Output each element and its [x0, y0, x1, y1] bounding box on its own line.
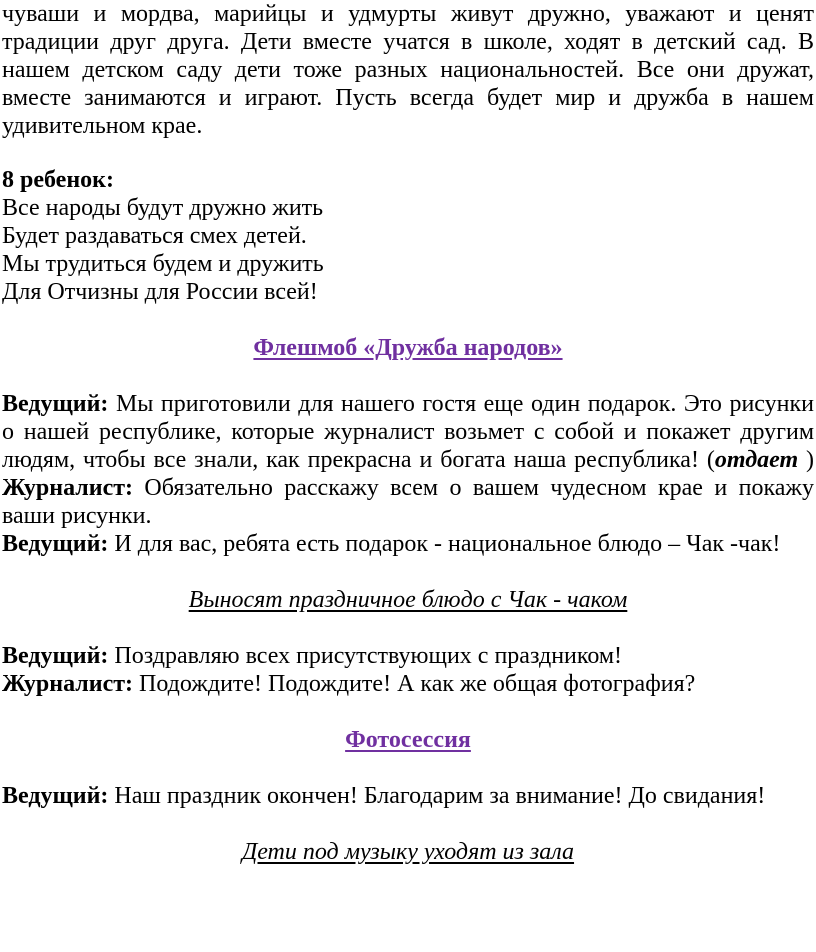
dialogue-line [2, 446, 814, 474]
host-label: Ведущий: [2, 531, 109, 557]
host-text: Поздравляю всех присутствующих с праздником! [108, 643, 623, 669]
intro-paragraph [2, 0, 814, 140]
dialogue-line [2, 642, 814, 670]
action-row-2 [2, 838, 814, 866]
photosession-heading: Фотосессия [345, 727, 471, 753]
stage-action: Дети под музыку уходят из зала [241, 839, 575, 865]
dialogue-2 [2, 642, 814, 698]
intro-line: традиции друг друга. Дети вместе учатся в школе, ходят в детский сад. В [2, 29, 814, 55]
intro-line: нашем детском саду дети тоже разных национальностей. Все они дружат, [2, 57, 814, 83]
intro-line: удивительном крае. [2, 113, 203, 139]
intro-line: вместе занимаются и играют. Пусть всегда будет мир и дружба в нашем [2, 85, 814, 111]
speaker-label: 8 ребенок: [2, 167, 114, 193]
photosession-heading-row [2, 726, 814, 754]
stage-direction: отдает [714, 447, 799, 473]
journalist-text: Обязательно расскажу всем о вашем чудесном крае и покажу [133, 475, 814, 501]
poem-line: Для Отчизны для России всей! [2, 279, 318, 305]
journalist-label: Журналист: [2, 475, 134, 501]
dialogue-line [2, 530, 814, 558]
journalist-label: Журналист: [2, 671, 134, 697]
dialogue-line [2, 390, 814, 418]
host-label: Ведущий: [2, 391, 109, 417]
host-text: И для вас, ребята есть подарок - национальное блюдо – Чак -чак! [108, 531, 781, 557]
dialogue-1 [2, 390, 814, 558]
flashmob-heading: Флешмоб «Дружба народов» [253, 335, 563, 361]
host-text: Мы приготовили для нашего гостя еще один подарок. Это рисунки [108, 391, 814, 417]
poem-line: Мы трудиться будем и дружить [2, 251, 324, 277]
host-label: Ведущий: [2, 643, 109, 669]
dialogue-line: о нашей республике, которые журналист возьмет с собой и покажет другим [2, 419, 814, 445]
poem-line: Будет раздаваться смех детей. [2, 223, 307, 249]
flashmob-heading-row [2, 334, 814, 362]
dialogue-line [2, 474, 814, 502]
host-text: ) [798, 447, 814, 473]
host-label: Ведущий: [2, 783, 109, 809]
journalist-text: Подождите! Подождите! А как же общая фотография? [133, 671, 696, 697]
dialogue-line [2, 670, 814, 698]
stage-action: Выносят праздничное блюдо с Чак - чаком [188, 587, 628, 613]
dialogue-line: ваши рисунки. [2, 503, 152, 529]
dialogue-3 [2, 782, 814, 810]
action-row-1 [2, 586, 814, 614]
child8-section [2, 166, 814, 306]
intro-line: чуваши и мордва, марийцы и удмурты живут дружно, уважают и ценят [2, 1, 814, 27]
dialogue-line [2, 782, 814, 810]
poem-line: Все народы будут дружно жить [2, 195, 324, 221]
host-text: людям, чтобы все знали, как прекрасна и богата наша республика! ( [2, 447, 715, 473]
host-text: Наш праздник окончен! Благодарим за внимание! До свидания! [108, 783, 766, 809]
